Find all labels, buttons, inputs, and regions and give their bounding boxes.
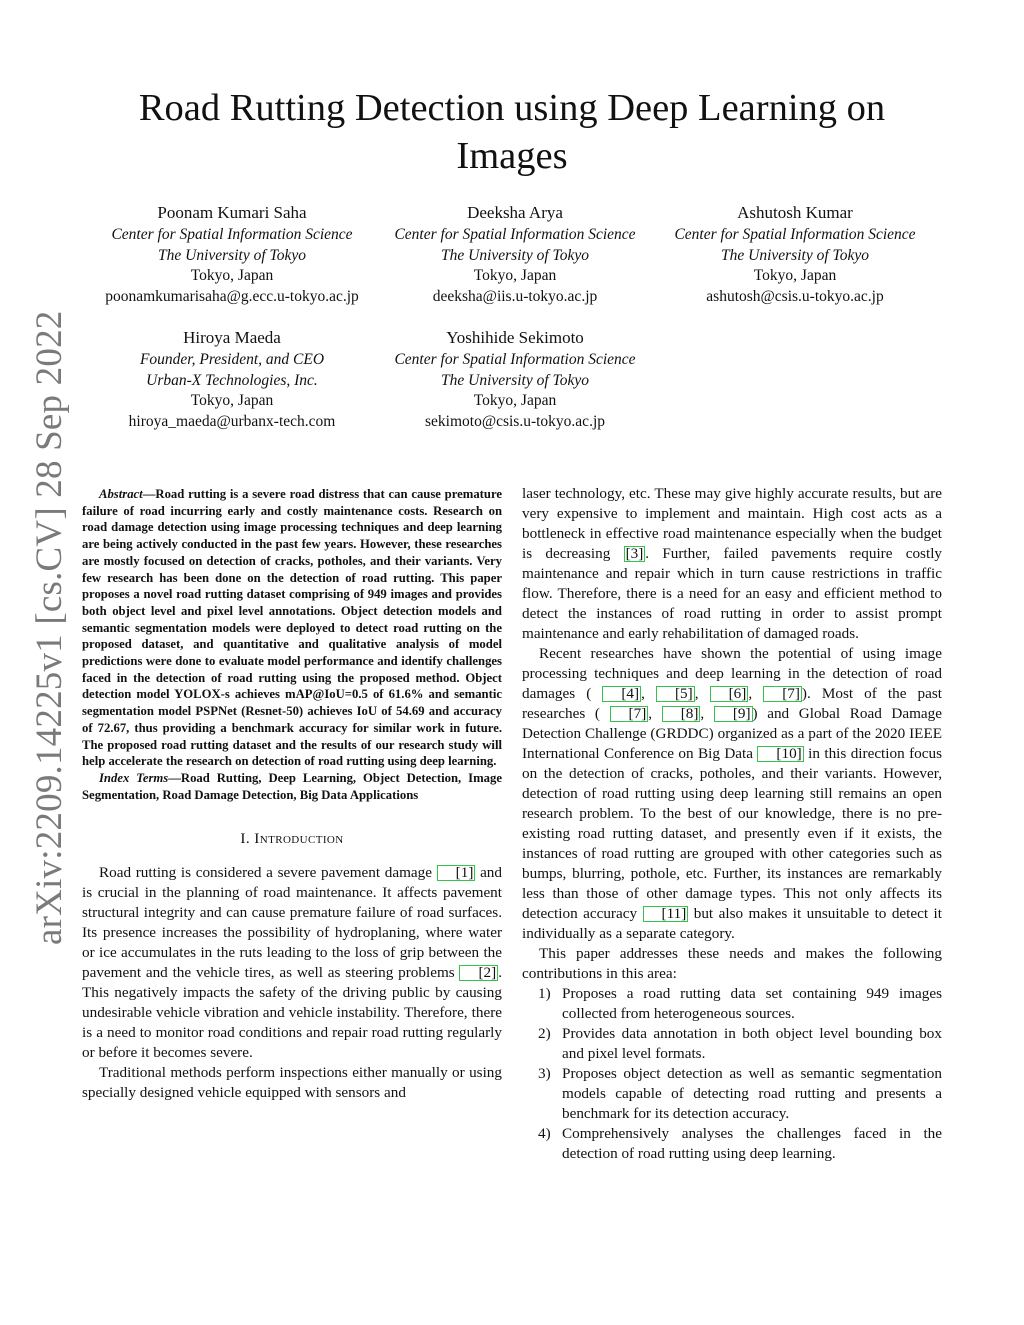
author-location: Tokyo, Japan (190, 392, 274, 410)
author-block (370, 327, 660, 432)
list-text: Provides data annotation in both object level bounding box and pixel level formats. (562, 1025, 942, 1062)
author-block (87, 327, 377, 432)
list-text: Proposes a road rutting data set containing 949 images collected from heterogeneous sources. (562, 985, 942, 1022)
author-affiliation: Center for Spatial Information Science (394, 351, 636, 368)
contributions-list (522, 984, 942, 1164)
author-email: ashutosh@csis.u-tokyo.ac.jp (706, 287, 884, 305)
intro-paragraph-3: Recent researches have shown the potential of using image processing techniques and deep learning in the detection of road damages ( [4] , [5] , [6] , [7] ). Most of the past researches ( [7] , [8] , [9] ) and Global Road Damage Detection Challenge (GRDDC) organized as a part of the 2020 IEEE International Conference on Big Data [10] in this direction focus on the detection of cracks, potholes, and their variants. However, detection of road rutting using deep learning still remains an open research problem. To the best of our knowledge, there is no pre-existing road rutting dataset, and presently even if it exists, the instances of road rutting are grouped with other categories such as bumps, blurring, pothole, etc. Further, its instances are remarkably less than those of other damage types. This not only affects its detection accuracy [11] but also makes it unsuitable to detect it individually as a separate category. (522, 645, 943, 942)
intro-paragraph-4: This paper addresses these needs and makes the following contributions in this area: (522, 945, 942, 982)
citation-link[interactable]: [2] (459, 965, 498, 981)
citation-link[interactable]: [1] (437, 865, 476, 881)
author-organization: The University of Tokyo (441, 246, 589, 264)
author-block (87, 202, 377, 307)
citation-link[interactable]: [10] (757, 746, 803, 762)
list-number: 3) (538, 1065, 551, 1082)
list-item (522, 1124, 942, 1164)
citation-link[interactable]: [11] (643, 906, 689, 922)
author-email: deeksha@iis.u-tokyo.ac.jp (432, 287, 598, 305)
citation-link[interactable]: [6] (710, 686, 749, 702)
author-email: sekimoto@csis.u-tokyo.ac.jp (424, 412, 605, 430)
author-organization: The University of Tokyo (158, 246, 306, 264)
abstract (82, 486, 502, 770)
paper-title: Road Rutting Detection using Deep Learning on Images (138, 87, 886, 177)
author-location: Tokyo, Japan (190, 267, 274, 285)
author-name: Deeksha Arya (467, 203, 563, 222)
intro-paragraph-1: Road rutting is considered a severe pavement damage [1] and is crucial in the planning of road maintenance. It affects pavement structural integrity and can cause premature failure of road surfaces. Its presence increases the possibility of hydroplaning, where water or ice accumulates in the ruts leading to the loss of grip between the pavement and the vehicle tires, as well as steering problems [2] . This negatively impacts the safety of the driving public by causing undesirable vehicle vibration and vehicle instability. Therefore, there is a need to monitor road conditions and repair road rutting regularly or before it becomes severe. (82, 864, 502, 1062)
author-affiliation: Center for Spatial Information Science (674, 226, 916, 243)
author-block (650, 202, 940, 307)
citation-link[interactable]: [8] (662, 706, 701, 722)
citation-link[interactable]: [9] (714, 706, 753, 722)
list-text: Comprehensively analyses the challenges faced in the detection of road rutting using deep learning. (562, 1125, 942, 1162)
section-heading (82, 829, 502, 849)
left-column (82, 486, 502, 1103)
author-location: Tokyo, Japan (473, 267, 557, 285)
citation-link[interactable]: [3] (625, 545, 644, 562)
index-terms-text: —Road Rutting, Deep Learning, Object Detection, Image Segmentation, Road Damage Detection, Big Data Applications (82, 770, 502, 802)
list-number: 2) (538, 1025, 551, 1042)
abstract-text: —Road rutting is a severe road distress that can cause premature failure of road incurring early and costly maintenance costs. Research on road damage detection using image processing techniques and deep learning are being actively conducted in the past few years. However, these researches are mostly focused on detection of cracks, potholes, and their variants. Very few research has been done on the detection of road rutting. This paper proposes a novel road rutting dataset comprising of 949 images and provides both object level and pixel level annotations. Object detection models and semantic segmentation models were deployed to detect road rutting on the proposed dataset, and quantitative and qualitative analysis of model predictions were done to evaluate model performance and identify challenges faced in the detection of road rutting using the proposed method. Object detection model YOLOX-s achieves mAP@IoU=0.5 of 61.6% and semantic segmentation model PSPNet (Resnet-50) achieves IoU of 54.69 and accuracy of 72.67, thus providing a benchmark accuracy for similar work in future. The proposed road rutting dataset and the results of our research study will help accelerate the research on detection of road rutting using deep learning. (82, 487, 502, 769)
list-number: 1) (538, 985, 551, 1002)
author-name: Hiroya Maeda (183, 328, 281, 347)
author-name: Ashutosh Kumar (737, 203, 853, 222)
author-email: poonamkumarisaha@g.ecc.u-tokyo.ac.jp (105, 287, 359, 305)
author-affiliation: Center for Spatial Information Science (111, 226, 353, 243)
author-name: Yoshihide Sekimoto (446, 328, 584, 347)
author-organization: The University of Tokyo (441, 371, 589, 389)
list-item (522, 984, 942, 1024)
author-email: hiroya_maeda@urbanx-tech.com (128, 412, 336, 430)
section-number: I. (240, 830, 251, 848)
list-item (522, 1064, 942, 1124)
intro-paragraph-2-cont: laser technology, etc. These may give highly accurate results, but are very expensive to implement and maintain. High cost acts as a bottleneck in effective road maintenance especially when the budget is decreasing [3] . Further, failed pavements require costly maintenance and repair which in turn cause restrictions in traffic flow. Therefore, there is a need for an easy and efficient method to detect the instances of road rutting in order to assist prompt maintenance and early rehabilitation of damaged roads. (522, 485, 943, 642)
author-organization: Urban-X Technologies, Inc. (146, 371, 318, 389)
index-terms-label: Index Terms (99, 770, 169, 785)
citation-link[interactable]: [7] (763, 686, 802, 702)
author-name: Poonam Kumari Saha (157, 203, 307, 222)
citation-link[interactable]: [5] (656, 686, 695, 702)
author-affiliation: Center for Spatial Information Science (394, 226, 636, 243)
author-affiliation: Founder, President, and CEO (139, 351, 325, 368)
arxiv-identifier: arXiv:2209.14225v1 [cs.CV] 28 Sep 2022 (29, 310, 70, 945)
section-title: Introduction (254, 830, 344, 848)
list-item (522, 1024, 942, 1064)
citation-link[interactable]: [7] (610, 706, 649, 722)
author-organization: The University of Tokyo (721, 246, 869, 264)
citation-link[interactable]: [4] (602, 686, 641, 702)
index-terms (82, 770, 502, 803)
list-number: 4) (538, 1125, 551, 1142)
intro-paragraph-2: Traditional methods perform inspections either manually or using specially designed vehicle equipped with sensors and (82, 1064, 502, 1102)
author-location: Tokyo, Japan (753, 267, 837, 285)
author-location: Tokyo, Japan (473, 392, 557, 410)
author-block (370, 202, 660, 307)
list-text: Proposes object detection as well as semantic segmentation models capable of detecting road rutting and presents a benchmark for its detection accuracy. (562, 1065, 942, 1122)
right-column (522, 484, 942, 1164)
abstract-label: Abstract (99, 487, 143, 501)
